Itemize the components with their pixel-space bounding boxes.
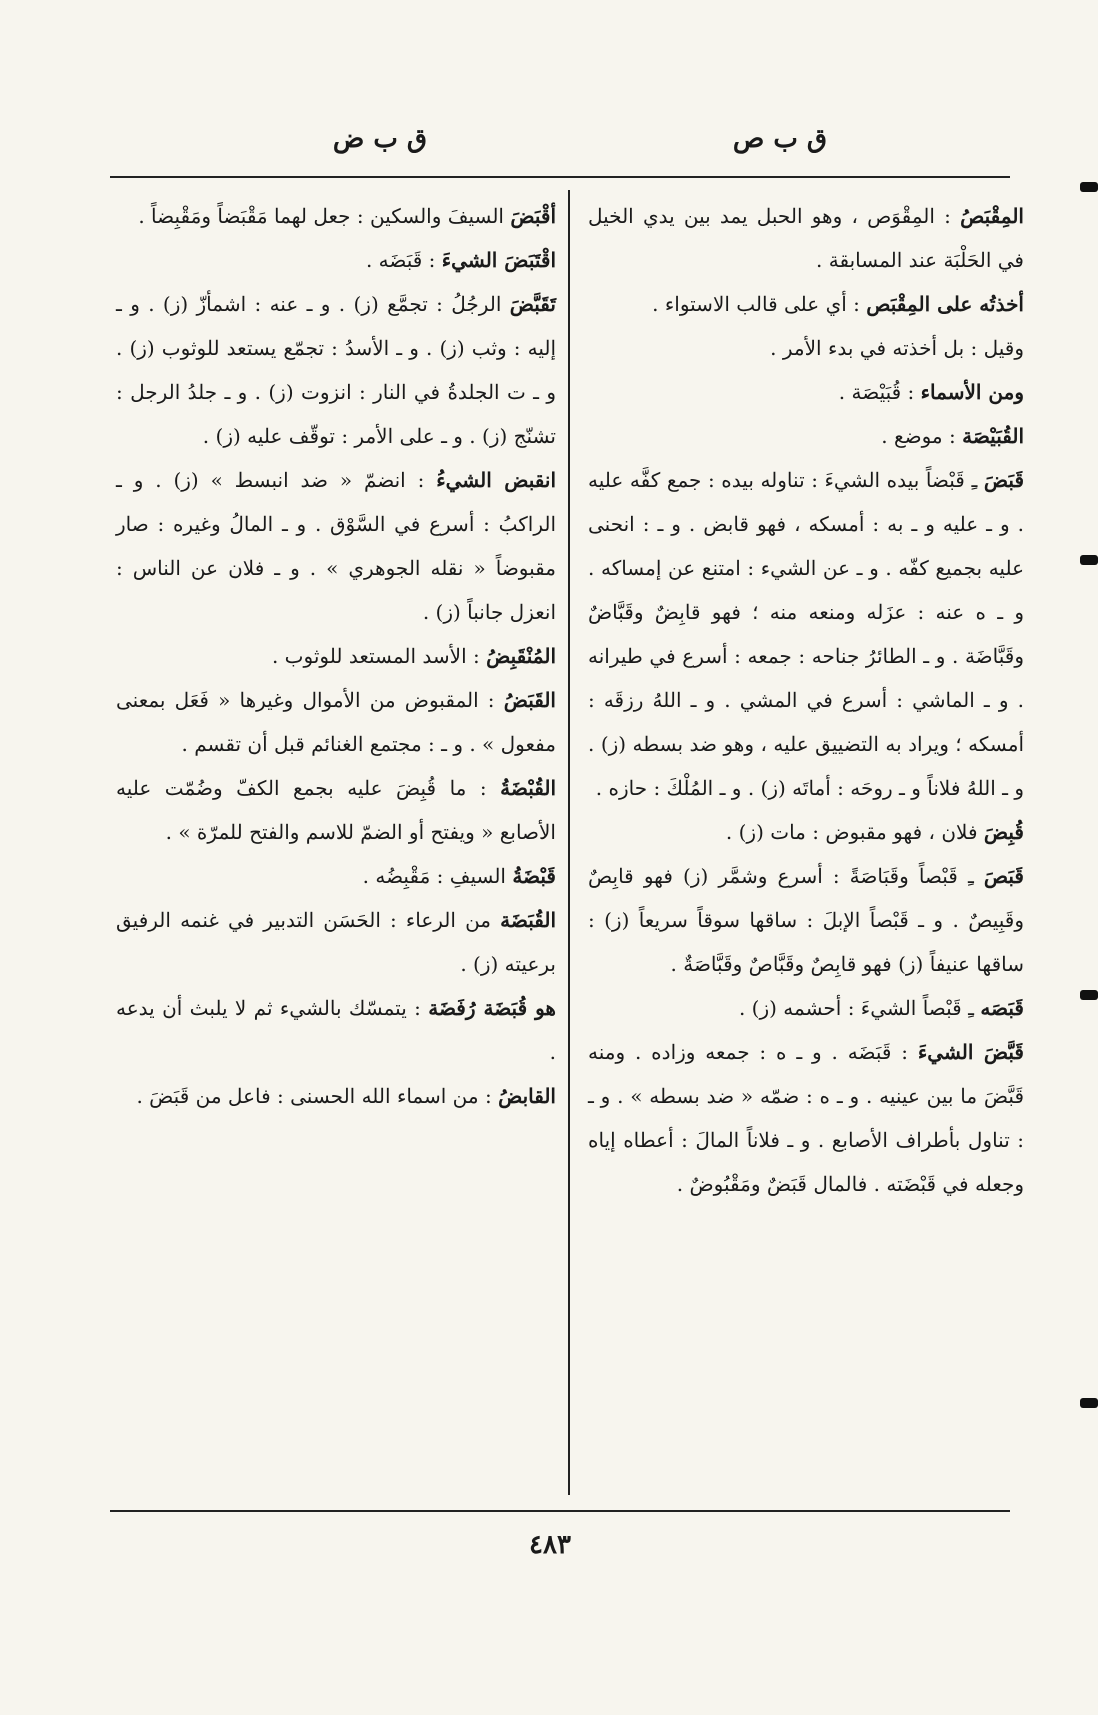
margin-mark — [1080, 1398, 1098, 1408]
entry — [588, 986, 1024, 1030]
entry — [588, 370, 1024, 414]
left-column-header: ق ب ض — [332, 124, 428, 154]
headword: قَبَّضَ الشيءَ — [917, 1040, 1024, 1064]
definition: : ما قُبِضَ عليه بجمع الكفّ وضُمّت عليه الأصابع « ويفتح أو الضمّ للاسم والفتح للمرّة » . — [116, 776, 556, 844]
definition: : أي على قالب الاستواء . — [652, 292, 867, 316]
margin-mark — [1080, 990, 1098, 1000]
definition: : يتمسّك بالشيء ثم لا يلبث أن يدعه . — [116, 996, 556, 1064]
headword: القُبَضَة — [500, 908, 556, 932]
headword: قَبَضَ — [983, 468, 1025, 492]
entry — [588, 1030, 1024, 1206]
margin-mark — [1080, 182, 1098, 192]
definition: الرجُلُ : تجمَّع (ز) . و ـ عنه : اشمأزّ (ز) . و ـ إليه : وثب (ز) . و ـ الأسدُ : تجمّع يستعد للوثوب (ز) . و ـ ت الجلدةُ في النار : انزوت (ز) . و ـ جلدُ الرجل : تشنّج (ز) . و ـ على الأمر : توقّف عليه (ز) . — [116, 292, 556, 448]
headword: تَقَبَّضَ — [509, 292, 556, 316]
definition: ـِ قَبْصاً الشيءَ : أحشمه (ز) . — [738, 996, 981, 1020]
entry — [588, 414, 1024, 458]
definition: وقيل : بل أخذته في بدء الأمر . — [770, 336, 1024, 360]
definition: ـِ قَبْضاً بيده الشيءَ : تناوله بيده : جمع كفَّه عليه . و ـ عليه و ـ به : أمسكه ، فهو قابض . و ـ : انحنى عليه بجميع كفّه . و ـ عن الشيء : امتنع عن إمساكه . و ـ ه عنه : عزَله ومنعه منه ؛ فهو قابِضٌ وقَبَّاضٌ وقَبَّاضَة . و ـ الطائرُ جناحه : جمعه : أسرع في طيرانه . و ـ الماشي : أسرع في المشي . و ـ اللهُ رزقَه : أمسكه ؛ ويراد به التضييق عليه ، وهو ضد بسطه (ز) . و ـ اللهُ فلاناً و ـ روحَه : أماتَه (ز) . و ـ المُلْكَ : حازه . — [588, 468, 1024, 800]
entry — [116, 634, 556, 678]
definition: : من اسماء الله الحسنى : فاعل من قَبَضَ . — [136, 1084, 499, 1108]
entry — [116, 1074, 556, 1118]
right-column-header: ق ب ص — [732, 124, 828, 154]
definition: : المقبوض من الأموال وغيرها « فَعَل بمعنى مفعول » . و ـ : مجتمع الغنائم قبل أن تقسم . — [116, 688, 556, 756]
headword: هو قُبَضَة رُفَضَة — [428, 996, 556, 1020]
definition: : قَبَضَه . و ـ ه : جمعه وزاده . ومنه قَبَّضَ ما بين عينيه . و ـ ه : ضمّه « ضد بسطه » . و ـ : تناول بأطراف الأصابع . و ـ فلاناً المالَ : أعطاه إياه وجعله في قَبْضَته . فالمال قَبَضٌ ومَقْبُوضٌ . — [588, 1040, 1024, 1196]
headword: اقْتَبَضَ الشيءَ — [441, 248, 556, 272]
entry — [116, 986, 556, 1074]
headword: المِقْبَصُ — [960, 204, 1024, 228]
entry — [116, 458, 556, 634]
definition: ـِ قَبْصاً وقَبَاصَةً : أسرع وشمَّر (ز) فهو قابِصٌ وقَبِيصٌ . و ـ قَبْصاً الإبلَ : ساقها سوقاً سريعاً (ز) : ساقها عنيفاً (ز) فهو قابِصٌ وقَبَّاصٌ وقَبَّاصَةٌ . — [588, 864, 1024, 976]
entry — [588, 282, 1024, 326]
left-column — [116, 194, 556, 1118]
definition: السيفِ : مَقْبِضُه . — [362, 864, 513, 888]
headword: ومن الأسماء — [920, 380, 1024, 404]
definition: : قُبَيْصَة . — [838, 380, 921, 404]
definition: من الرعاء : الحَسَن التدبير في غنمه الرفيق برعيته (ز) . — [116, 908, 556, 976]
definition: : انضمّ « ضد انبسط » (ز) . و ـ الراكبُ : أسرع في السَّوْق . و ـ المالُ وغيره : صار مقبوضاً « نقله الجوهري » . و ـ فلان عن الناس : انعزل جانباً (ز) . — [116, 468, 556, 624]
definition: : الأسد المستعد للوثوب . — [271, 644, 487, 668]
definition: : موضع . — [881, 424, 963, 448]
headword: أقْبَضَ — [510, 204, 556, 228]
bottom-rule — [110, 1510, 1010, 1512]
entry — [588, 326, 1024, 370]
headword: انقبض الشيءُ — [436, 468, 556, 492]
definition: السيفَ والسكين : جعل لهما مَقْبَضاً ومَقْبِضاً . — [138, 204, 511, 228]
column-divider — [568, 190, 570, 1495]
definition: : المِقْوَص ، وهو الحبل يمد بين يدي الخيل في الحَلْبَة عند المسابقة . — [588, 204, 1024, 272]
headword: القُبْضَةُ — [500, 776, 556, 800]
headword: قَبَصَه — [980, 996, 1024, 1020]
entry — [116, 282, 556, 458]
entry — [116, 238, 556, 282]
margin-mark — [1080, 555, 1098, 565]
entry — [588, 854, 1024, 986]
entry — [588, 458, 1024, 810]
entry — [116, 194, 556, 238]
headword: القَبَضُ — [503, 688, 556, 712]
definition: : قَبَضَه . — [365, 248, 442, 272]
definition: فلان ، فهو مقبوض : مات (ز) . — [725, 820, 984, 844]
headword: قُبِضَ — [983, 820, 1024, 844]
top-rule — [110, 176, 1010, 178]
entry — [116, 678, 556, 766]
entry — [116, 766, 556, 854]
entry — [116, 898, 556, 986]
entry — [116, 854, 556, 898]
entry — [588, 194, 1024, 282]
headword: قَبَصَ — [983, 864, 1024, 888]
headword: القُبَيْصَة — [962, 424, 1024, 448]
headword: أخذتُه على المِقْبَص — [866, 292, 1024, 316]
headword: قَبْضَةُ — [512, 864, 556, 888]
page-number: ٤٨٣ — [529, 1530, 571, 1560]
headword: المُنْقَبِضُ — [486, 644, 556, 668]
entry — [588, 810, 1024, 854]
right-column — [588, 194, 1024, 1206]
headword: القابضُ — [498, 1084, 556, 1108]
